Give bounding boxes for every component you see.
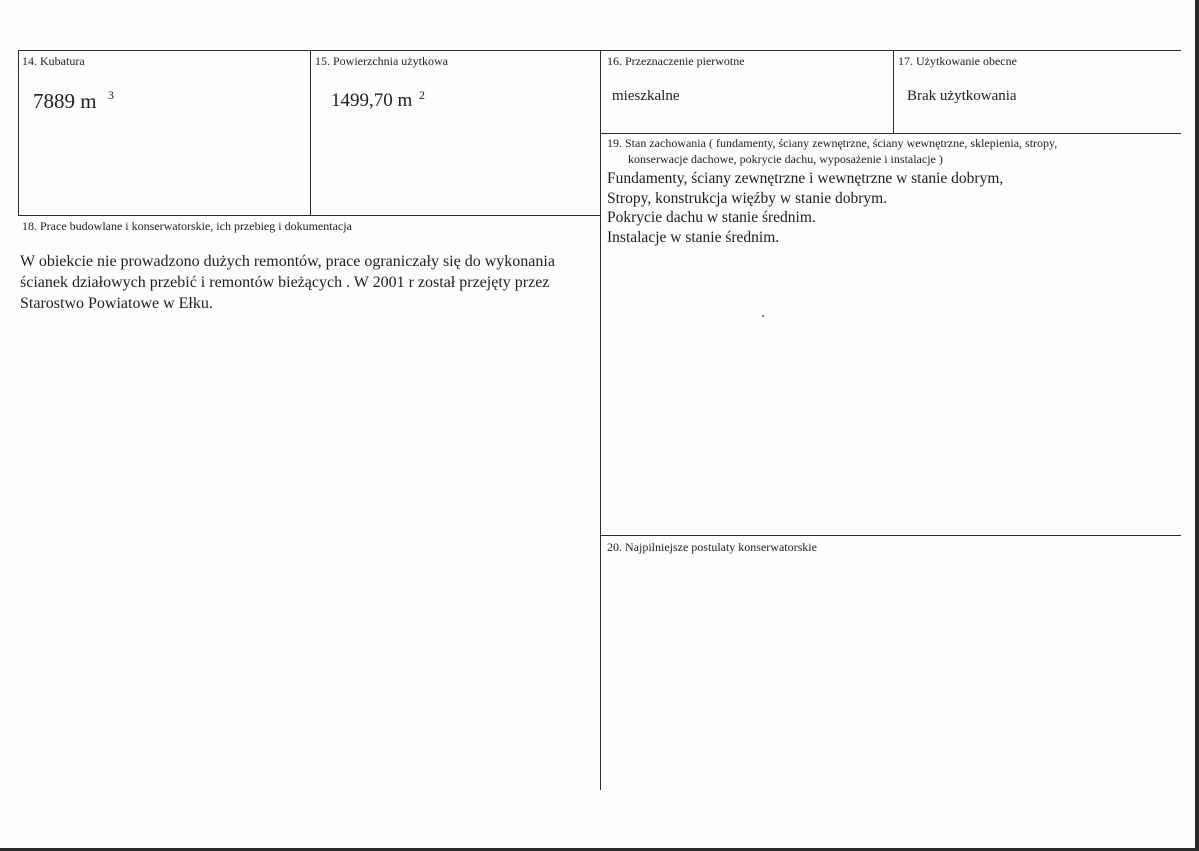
field-19-label-line1: 19. Stan zachowania ( fundamenty, ściany zewnętrzne, ściany wewnętrzne, sklepienia, stropy, (607, 136, 1058, 150)
field-19-text (607, 169, 1003, 247)
field-14-unit-exponent: 3 (107, 88, 114, 102)
field-15-label: 15. Powierzchnia użytkowa (315, 54, 448, 68)
field-19-line: Instalacje w stanie średnim. (607, 228, 780, 246)
rule-col2 (310, 50, 311, 215)
field-18-label: 18. Prace budowlane i konserwatorskie, ich przebieg i dokumentacja (22, 219, 352, 233)
field-15-number: 1499,70 m (331, 90, 413, 111)
field-20-label: 20. Najpilniejsze postulaty konserwatorskie (607, 540, 817, 554)
rule-left-mid (18, 215, 601, 216)
field-15-unit-exponent: 2 (419, 88, 426, 102)
field-18-line: W obiekcie nie prowadzono dużych remontów, prace ograniczały się do wykonania (20, 253, 555, 270)
field-18-line: ścianek działowych przebić i remontów bieżących . W 2001 r został przejęty przez (20, 274, 550, 291)
field-16-value: mieszkalne (612, 88, 680, 104)
field-19-line: Stropy, konstrukcja więźby w stanie dobrym. (607, 189, 888, 207)
scan-edge-right (1195, 0, 1199, 851)
field-19-line: Pokrycie dachu w stanie średnim. (607, 209, 816, 226)
field-17-label: 17. Użytkowanie obecne (898, 54, 1017, 68)
field-19-label-line2: konserwacje dachowe, pokrycie dachu, wyposażenie i instalacje ) (628, 152, 943, 166)
rule-col4 (893, 50, 894, 133)
field-14-number: 7889 m (33, 89, 97, 113)
field-14-label: 14. Kubatura (22, 54, 85, 68)
field-18-text (20, 251, 555, 314)
rule-center (600, 50, 601, 790)
rule-left-edge (18, 50, 19, 215)
rule-box20 (601, 535, 1181, 536)
scan-speck (762, 315, 764, 317)
field-15-value (331, 89, 425, 113)
field-19-line: Fundamenty, ściany zewnętrzne i wewnętrzne w stanie dobrym, (607, 170, 1004, 187)
rule-row2 (601, 133, 1181, 134)
field-14-value (33, 89, 114, 113)
field-18-line: Starostwo Powiatowe w Ełku. (20, 295, 213, 312)
field-17-value: Brak użytkowania (907, 88, 1017, 104)
field-16-label: 16. Przeznaczenie pierwotne (607, 54, 745, 68)
